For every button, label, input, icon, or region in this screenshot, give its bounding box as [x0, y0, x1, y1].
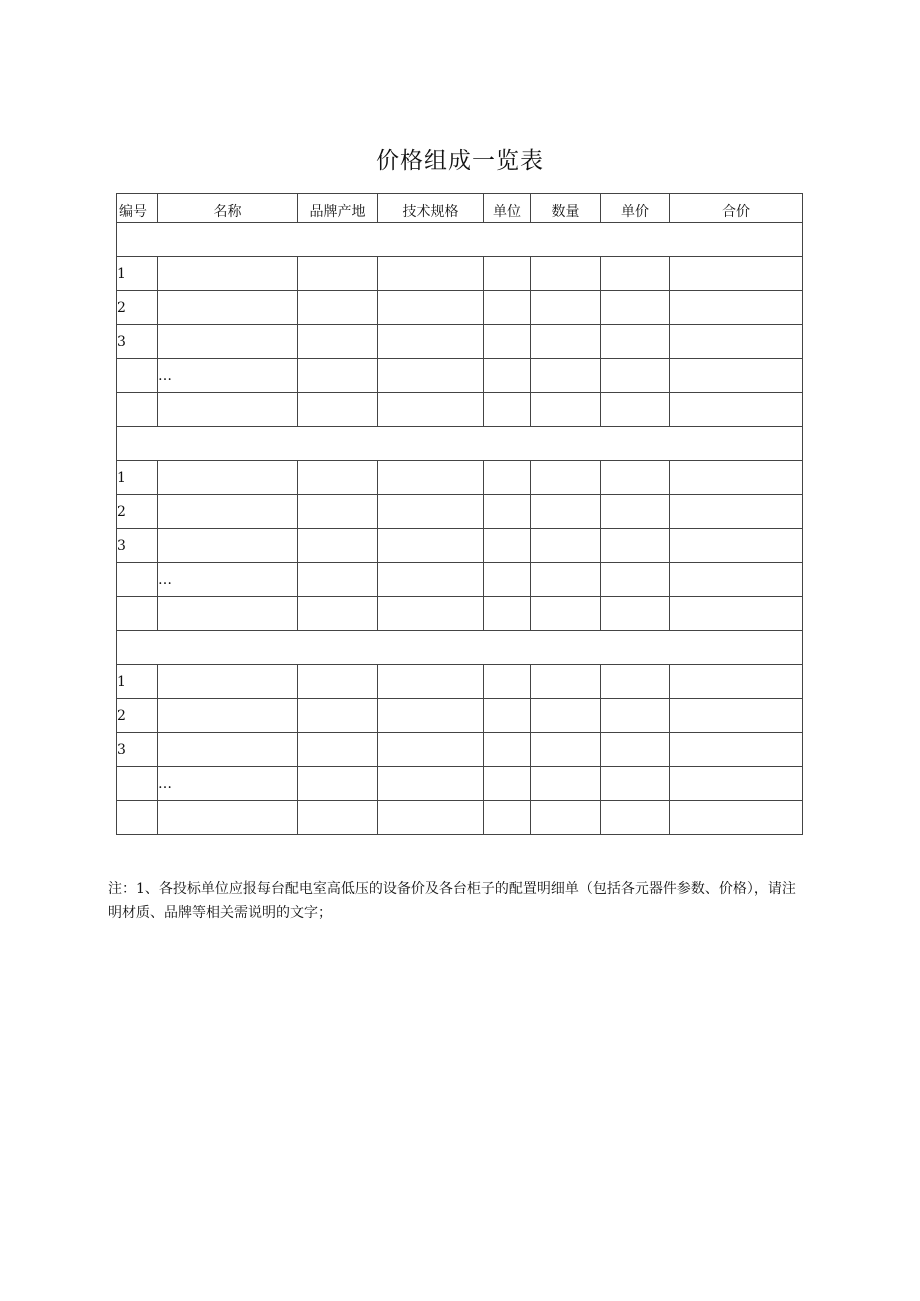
brand-origin-cell[interactable]	[298, 801, 378, 835]
unit-cell[interactable]	[484, 801, 531, 835]
header-cell-name: 名称	[158, 194, 298, 223]
unit-price-cell[interactable]	[601, 699, 670, 733]
unit-cell[interactable]	[484, 733, 531, 767]
total-price-cell[interactable]	[670, 767, 803, 801]
header-cell-quantity: 数量	[531, 194, 601, 223]
total-price-cell[interactable]	[670, 699, 803, 733]
spec-cell[interactable]	[378, 291, 484, 325]
header-cell-brand-origin: 品牌产地	[298, 194, 378, 223]
total-price-cell[interactable]	[670, 801, 803, 835]
brand-origin-cell[interactable]	[298, 325, 378, 359]
table-row	[117, 665, 803, 699]
unit-price-cell[interactable]	[601, 291, 670, 325]
table-row	[117, 597, 803, 631]
spec-cell[interactable]	[378, 359, 484, 393]
brand-origin-cell[interactable]	[298, 767, 378, 801]
row-number-cell[interactable]: 1	[117, 257, 158, 291]
unit-cell[interactable]	[484, 767, 531, 801]
header-cell-unit-price: 单价	[601, 194, 670, 223]
total-price-cell[interactable]	[670, 325, 803, 359]
header-cell-spec: 技术规格	[378, 194, 484, 223]
spec-cell[interactable]	[378, 801, 484, 835]
quantity-cell[interactable]	[531, 325, 601, 359]
item-name-cell[interactable]	[158, 291, 298, 325]
section-header-cell[interactable]	[117, 223, 803, 257]
unit-price-cell[interactable]	[601, 767, 670, 801]
row-number-cell[interactable]: 2	[117, 495, 158, 529]
unit-price-cell[interactable]	[601, 529, 670, 563]
item-name-cell[interactable]	[158, 461, 298, 495]
section-header-cell[interactable]	[117, 631, 803, 665]
unit-price-cell[interactable]	[601, 393, 670, 427]
footnote: 注：1、各投标单位应报每台配电室高低压的设备价及各台柜子的配置明细单（包括各元器件参数、价格），请注明材质、品牌等相关需说明的文字；	[108, 881, 796, 921]
unit-cell[interactable]	[484, 461, 531, 495]
header-cell-total-price: 合价	[670, 194, 803, 223]
quantity-cell[interactable]	[531, 257, 601, 291]
total-price-cell[interactable]	[670, 563, 803, 597]
row-number-cell[interactable]	[117, 597, 158, 631]
total-price-cell[interactable]	[670, 733, 803, 767]
row-number-cell[interactable]: 1	[117, 461, 158, 495]
item-name-cell[interactable]	[158, 665, 298, 699]
item-name-cell[interactable]: …	[158, 359, 298, 393]
unit-cell[interactable]	[484, 699, 531, 733]
item-name-cell[interactable]	[158, 393, 298, 427]
quantity-cell[interactable]	[531, 767, 601, 801]
row-number-cell[interactable]: 2	[117, 291, 158, 325]
spec-cell[interactable]	[378, 529, 484, 563]
spec-cell[interactable]	[378, 461, 484, 495]
spec-cell[interactable]	[378, 597, 484, 631]
table-row	[117, 699, 803, 733]
brand-origin-cell[interactable]	[298, 529, 378, 563]
spec-cell[interactable]	[378, 257, 484, 291]
unit-price-cell[interactable]	[601, 495, 670, 529]
header-cell-unit: 单位	[484, 194, 531, 223]
header-cell-no: 编号	[117, 194, 158, 223]
unit-cell[interactable]	[484, 529, 531, 563]
quantity-cell[interactable]	[531, 597, 601, 631]
brand-origin-cell[interactable]	[298, 665, 378, 699]
quantity-cell[interactable]	[531, 393, 601, 427]
unit-price-cell[interactable]	[601, 563, 670, 597]
table-row	[117, 359, 803, 393]
brand-origin-cell[interactable]	[298, 461, 378, 495]
total-price-cell[interactable]	[670, 495, 803, 529]
total-price-cell[interactable]	[670, 597, 803, 631]
spec-cell[interactable]	[378, 495, 484, 529]
brand-origin-cell[interactable]	[298, 393, 378, 427]
quantity-cell[interactable]	[531, 733, 601, 767]
price-table	[116, 193, 803, 835]
row-number-cell[interactable]: 1	[117, 665, 158, 699]
unit-cell[interactable]	[484, 495, 531, 529]
table-row	[117, 563, 803, 597]
section-header-cell[interactable]	[117, 427, 803, 461]
unit-price-cell[interactable]	[601, 665, 670, 699]
spec-cell[interactable]	[378, 563, 484, 597]
unit-cell[interactable]	[484, 665, 531, 699]
section-row	[117, 631, 803, 665]
brand-origin-cell[interactable]	[298, 359, 378, 393]
total-price-cell[interactable]	[670, 257, 803, 291]
item-name-cell[interactable]: …	[158, 767, 298, 801]
unit-cell[interactable]	[484, 325, 531, 359]
quantity-cell[interactable]	[531, 495, 601, 529]
spec-cell[interactable]	[378, 325, 484, 359]
unit-cell[interactable]	[484, 597, 531, 631]
page-title: 价格组成一览表	[376, 148, 544, 174]
total-price-cell[interactable]	[670, 359, 803, 393]
table-row	[117, 733, 803, 767]
quantity-cell[interactable]	[531, 665, 601, 699]
table-row	[117, 393, 803, 427]
header-row	[117, 194, 803, 223]
unit-cell[interactable]	[484, 291, 531, 325]
spec-cell[interactable]	[378, 393, 484, 427]
table-row	[117, 495, 803, 529]
row-number-cell[interactable]: 2	[117, 699, 158, 733]
table-row	[117, 291, 803, 325]
unit-price-cell[interactable]	[601, 257, 670, 291]
table-row	[117, 529, 803, 563]
quantity-cell[interactable]	[531, 529, 601, 563]
spec-cell[interactable]	[378, 665, 484, 699]
section-row	[117, 223, 803, 257]
quantity-cell[interactable]	[531, 291, 601, 325]
row-number-cell[interactable]: 3	[117, 529, 158, 563]
row-number-cell[interactable]	[117, 563, 158, 597]
item-name-cell[interactable]	[158, 733, 298, 767]
row-number-cell[interactable]	[117, 393, 158, 427]
table-row	[117, 767, 803, 801]
row-number-cell[interactable]	[117, 359, 158, 393]
brand-origin-cell[interactable]	[298, 291, 378, 325]
total-price-cell[interactable]	[670, 393, 803, 427]
spec-cell[interactable]	[378, 699, 484, 733]
brand-origin-cell[interactable]	[298, 257, 378, 291]
quantity-cell[interactable]	[531, 699, 601, 733]
item-name-cell[interactable]	[158, 699, 298, 733]
total-price-cell[interactable]	[670, 461, 803, 495]
unit-cell[interactable]	[484, 257, 531, 291]
quantity-cell[interactable]	[531, 563, 601, 597]
unit-cell[interactable]	[484, 563, 531, 597]
item-name-cell[interactable]	[158, 801, 298, 835]
section-row	[117, 427, 803, 461]
unit-price-cell[interactable]	[601, 461, 670, 495]
item-name-cell[interactable]	[158, 597, 298, 631]
spec-cell[interactable]	[378, 733, 484, 767]
row-number-cell[interactable]	[117, 767, 158, 801]
brand-origin-cell[interactable]	[298, 495, 378, 529]
unit-price-cell[interactable]	[601, 733, 670, 767]
spec-cell[interactable]	[378, 767, 484, 801]
unit-cell[interactable]	[484, 359, 531, 393]
item-name-cell[interactable]	[158, 325, 298, 359]
row-number-cell[interactable]: 3	[117, 325, 158, 359]
brand-origin-cell[interactable]	[298, 597, 378, 631]
table-row	[117, 257, 803, 291]
item-name-cell[interactable]: …	[158, 563, 298, 597]
table-body	[117, 223, 803, 835]
table-row	[117, 801, 803, 835]
total-price-cell[interactable]	[670, 291, 803, 325]
unit-price-cell[interactable]	[601, 359, 670, 393]
quantity-cell[interactable]	[531, 359, 601, 393]
quantity-cell[interactable]	[531, 461, 601, 495]
table-row	[117, 325, 803, 359]
unit-cell[interactable]	[484, 393, 531, 427]
item-name-cell[interactable]	[158, 495, 298, 529]
unit-price-cell[interactable]	[601, 325, 670, 359]
unit-price-cell[interactable]	[601, 597, 670, 631]
unit-price-cell[interactable]	[601, 801, 670, 835]
row-number-cell[interactable]: 3	[117, 733, 158, 767]
item-name-cell[interactable]	[158, 257, 298, 291]
total-price-cell[interactable]	[670, 665, 803, 699]
item-name-cell[interactable]	[158, 529, 298, 563]
brand-origin-cell[interactable]	[298, 699, 378, 733]
brand-origin-cell[interactable]	[298, 733, 378, 767]
quantity-cell[interactable]	[531, 801, 601, 835]
table-row	[117, 461, 803, 495]
row-number-cell[interactable]	[117, 801, 158, 835]
total-price-cell[interactable]	[670, 529, 803, 563]
brand-origin-cell[interactable]	[298, 563, 378, 597]
